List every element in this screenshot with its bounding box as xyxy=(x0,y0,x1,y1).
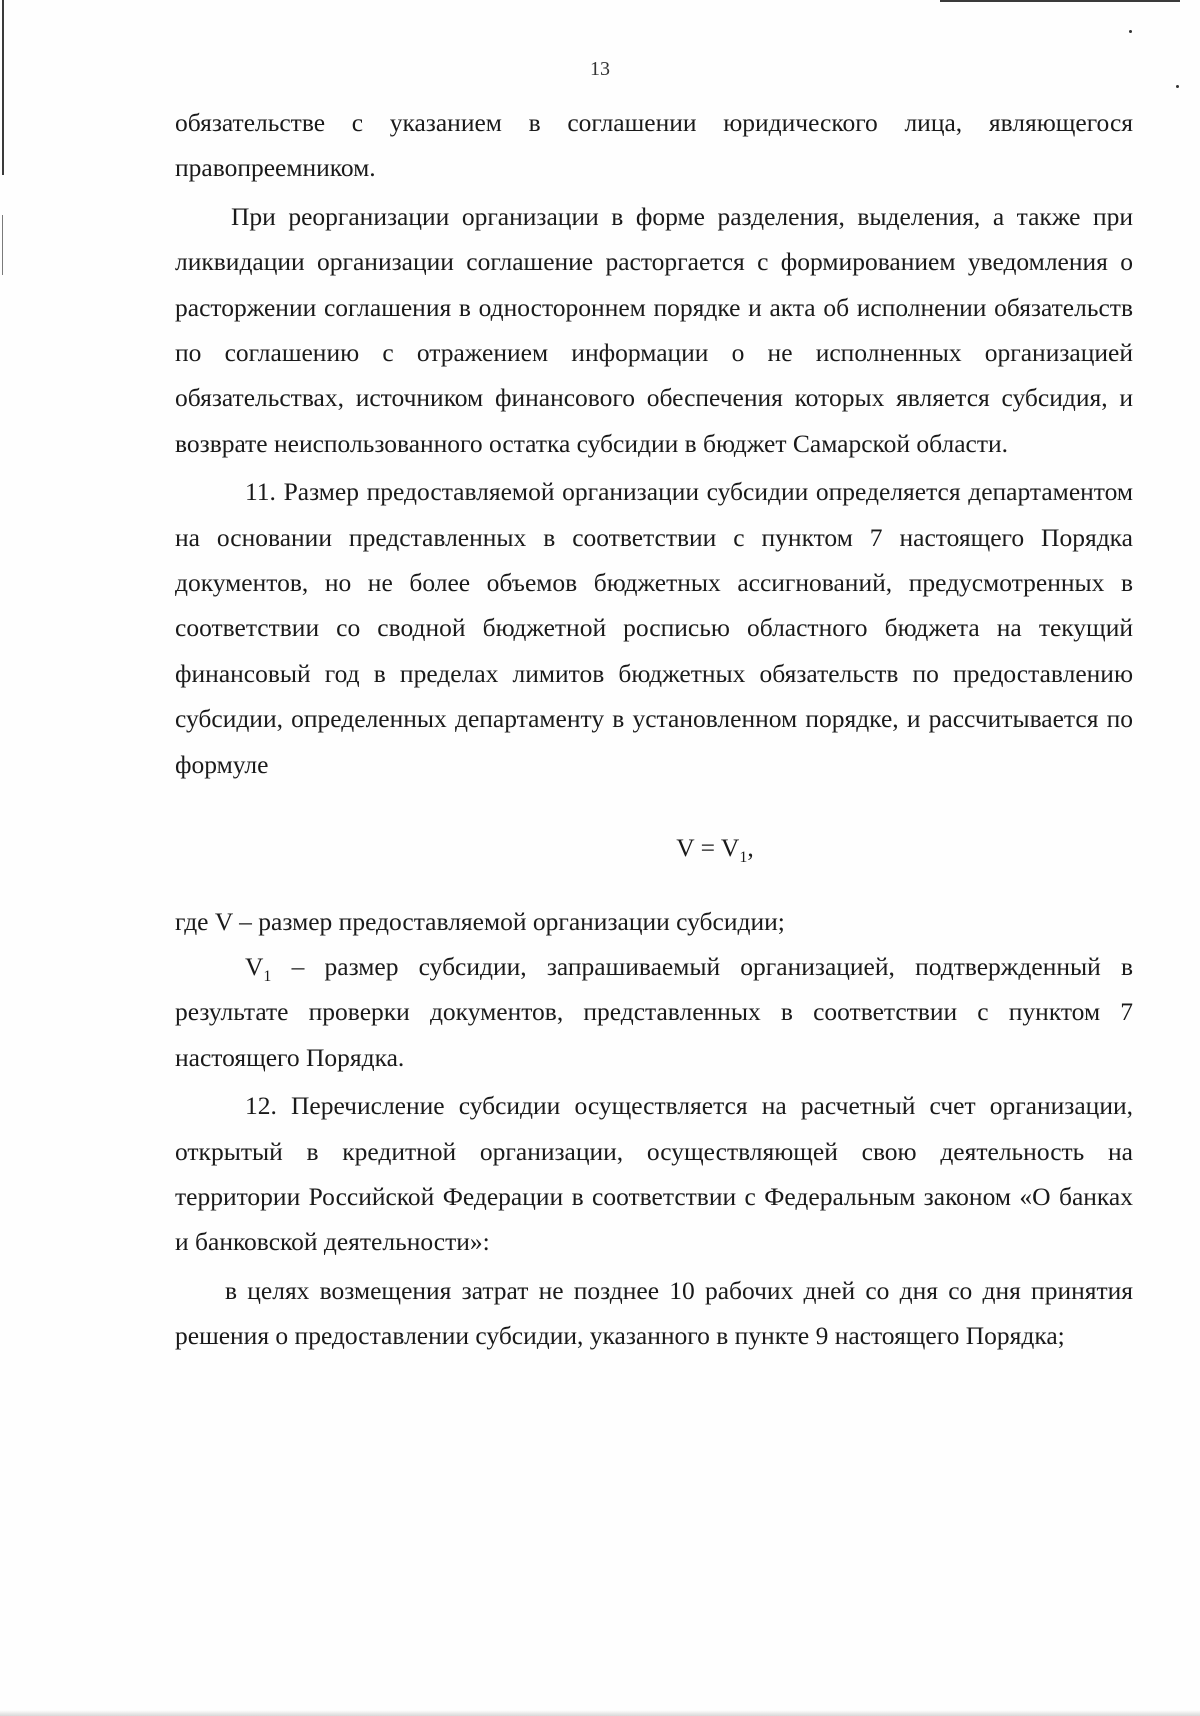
paragraph-continuation: обязательстве с указанием в соглашении юридического лица, являющегося правопреемником. xyxy=(175,108,1133,183)
paragraph-where-v: где V – размер предоставляемой организации субсидии; xyxy=(175,906,785,936)
scan-artifact-dot xyxy=(1176,85,1179,88)
formula-subscript: 1 xyxy=(739,849,748,867)
scan-artifact-top-edge xyxy=(940,0,1180,2)
scan-artifact-dot xyxy=(1129,30,1132,33)
scan-artifact-bottom-edge xyxy=(0,1710,1200,1716)
scan-artifact-left-edge xyxy=(2,0,4,175)
v1-symbol: V xyxy=(245,951,264,981)
document-body xyxy=(175,100,1133,1359)
paragraph-item-12: 12. Перечисление субсидии осуществляется на расчетный счет организации, открытый в кредитной организации, осуществляющей свою деятельность на территории Российской Федерации в соответствии с Федеральным законом «О банках и банковской деятельности»: xyxy=(175,1091,1133,1257)
formula-main: V = V xyxy=(676,833,740,863)
paragraph-reorganization: При реорганизации организации в форме разделения, выделения, а также при ликвидации организации соглашение расторгается с формированием уведомления о расторжении соглашения в одностороннем порядке и акта об исполнении обязательств по соглашению с отражением информации о не исполненных организацией обязательствах, источником финансового обеспечения которых является субсидия, и возврате неиспользованного остатка субсидии в бюджет Самарской области. xyxy=(175,201,1133,458)
v1-subscript: 1 xyxy=(263,968,272,985)
v1-text: – размер субсидии, запрашиваемый организацией, подтвержденный в результате проверки документов, представленных в соответствии с пунктом 7 настоящего Порядка. xyxy=(175,951,1133,1072)
formula xyxy=(175,825,1133,870)
scan-artifact-left-mark xyxy=(2,215,3,275)
paragraph-item-11: 11. Размер предоставляемой организации субсидии определяется департаментом на основании представленных в соответствии с пунктом 7 настоящего Порядка документов, но не более объемов бюджетных ассигнований, предусмотренных в соответствии со сводной бюджетной росписью областного бюджета на текущий финансовый год в пределах лимитов бюджетных обязательств по предоставлению субсидии, определенных департаменту в установленном порядке, и рассчитывается по формуле xyxy=(175,477,1133,779)
page-number: 13 xyxy=(590,58,610,80)
paragraph-reimbursement: в целях возмещения затрат не позднее 10 рабочих дней со дня со дня принятия решения о предоставлении субсидии, указанного в пункте 9 настоящего Порядка; xyxy=(175,1275,1133,1351)
paragraph-v1-definition xyxy=(175,944,1133,1080)
formula-comma: , xyxy=(747,833,754,863)
